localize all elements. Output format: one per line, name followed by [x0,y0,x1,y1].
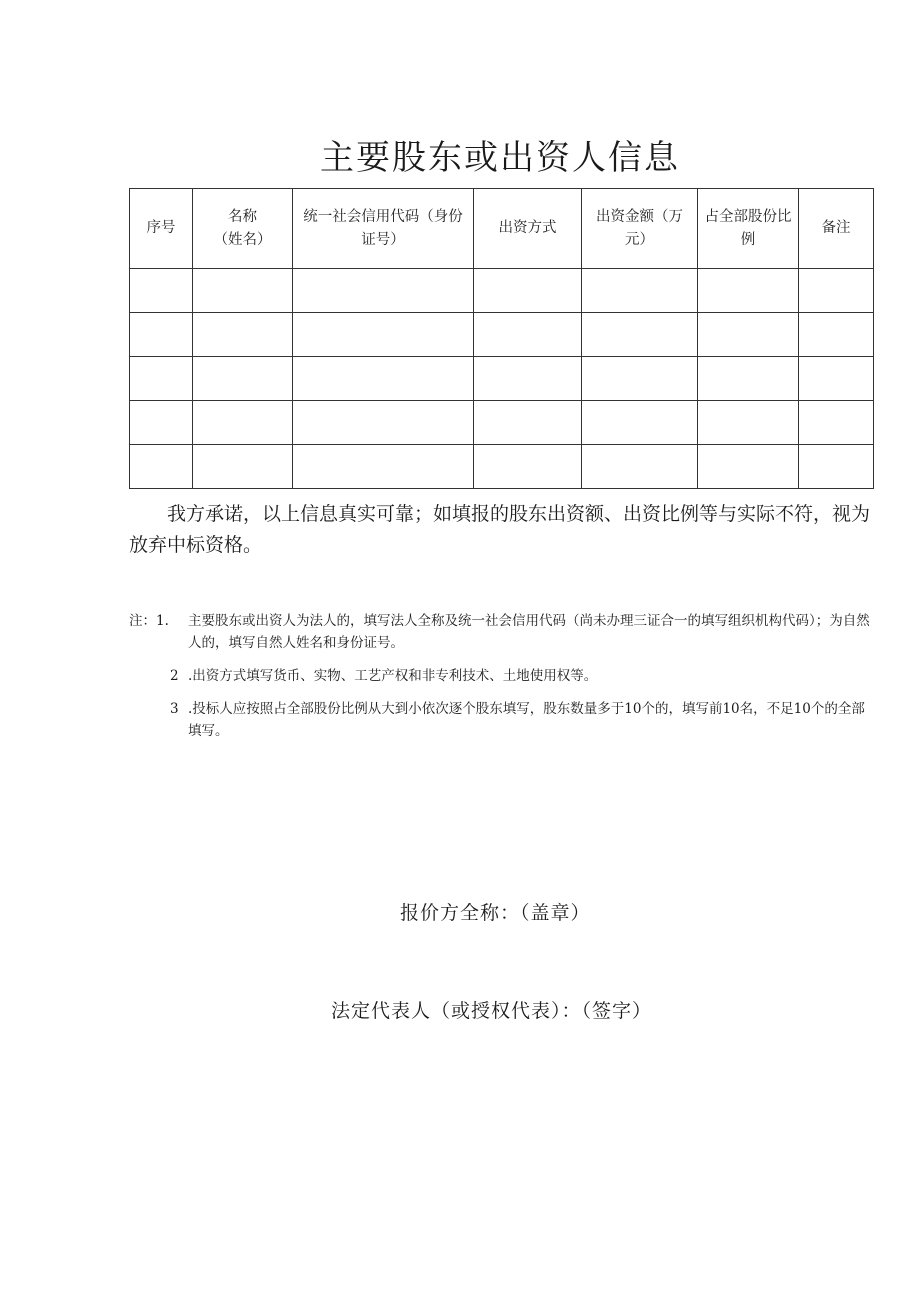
table-cell[interactable] [193,445,293,489]
table-cell[interactable] [193,269,293,313]
table-cell[interactable] [130,401,193,445]
note-text: .出资方式填写货币、实物、工艺产权和非专利技术、土地使用权等。 [188,668,598,684]
table-cell[interactable] [130,313,193,357]
table-header-row [130,189,874,269]
table-cell[interactable] [130,445,193,489]
legal-representative-signature-line: 法定代表人（或授权代表）：（签字） [331,1000,653,1022]
table-row [130,401,874,445]
table-row [130,313,874,357]
pledge-statement: 我方承诺，以上信息真实可靠；如填报的股东出资额、出资比例等与实际不符，视为放弃中标资格。 [129,503,871,556]
table-cell[interactable] [474,357,582,401]
table-cell[interactable] [474,401,582,445]
header-share-ratio: 占全部股份比 例 [698,189,799,269]
table-cell[interactable] [698,445,799,489]
table-cell[interactable] [474,445,582,489]
note-number: 3 [170,701,179,717]
notes-section [129,610,875,753]
table-cell[interactable] [799,269,874,313]
table-cell[interactable] [799,445,874,489]
header-credit-code: 统一社会信用代码（身份 证号） [293,189,474,269]
table-cell[interactable] [293,269,474,313]
table-cell[interactable] [193,313,293,357]
table-cell[interactable] [799,401,874,445]
header-name: 名称 （姓名） [193,189,293,269]
table-cell[interactable] [698,313,799,357]
table-row [130,357,874,401]
shareholder-table [129,188,874,489]
header-remarks: 备注 [799,189,874,269]
table-cell[interactable] [293,357,474,401]
note-number: 2 [170,668,179,684]
table-cell[interactable] [474,313,582,357]
bidder-name-seal-line: 报价方全称：（盖章） [400,902,591,924]
table-cell[interactable] [193,357,293,401]
note-item [129,610,875,654]
document-title: 主要股东或出资人信息 [320,138,680,178]
note-item [129,665,875,687]
note-text: 主要股东或出资人为法人的，填写法人全称及统一社会信用代码（尚未办理三证合一的填写组织机构代码）；为自然人的，填写自然人姓名和身份证号。 [188,613,870,651]
table-cell[interactable] [293,313,474,357]
header-contribution-amount: 出资金额（万 元） [582,189,698,269]
table-cell[interactable] [799,313,874,357]
header-seq: 序号 [130,189,193,269]
header-contribution-method: 出资方式 [474,189,582,269]
table-cell[interactable] [582,313,698,357]
table-cell[interactable] [293,401,474,445]
table-cell[interactable] [130,269,193,313]
table-cell[interactable] [698,269,799,313]
table-cell[interactable] [799,357,874,401]
table-cell[interactable] [130,357,193,401]
table-cell[interactable] [582,357,698,401]
table-cell[interactable] [582,269,698,313]
table-cell[interactable] [582,445,698,489]
table-row [130,269,874,313]
table-cell[interactable] [698,357,799,401]
table-cell[interactable] [474,269,582,313]
table-cell[interactable] [193,401,293,445]
table-cell[interactable] [698,401,799,445]
table-cell[interactable] [293,445,474,489]
note-text: .投标人应按照占全部股份比例从大到小依次逐个股东填写，股东数量多于10个的，填写前10名，不足10个的全部填写。 [188,701,865,739]
note-item [129,698,875,742]
table-cell[interactable] [582,401,698,445]
note-number: 注：1. [129,613,169,629]
table-row [130,445,874,489]
